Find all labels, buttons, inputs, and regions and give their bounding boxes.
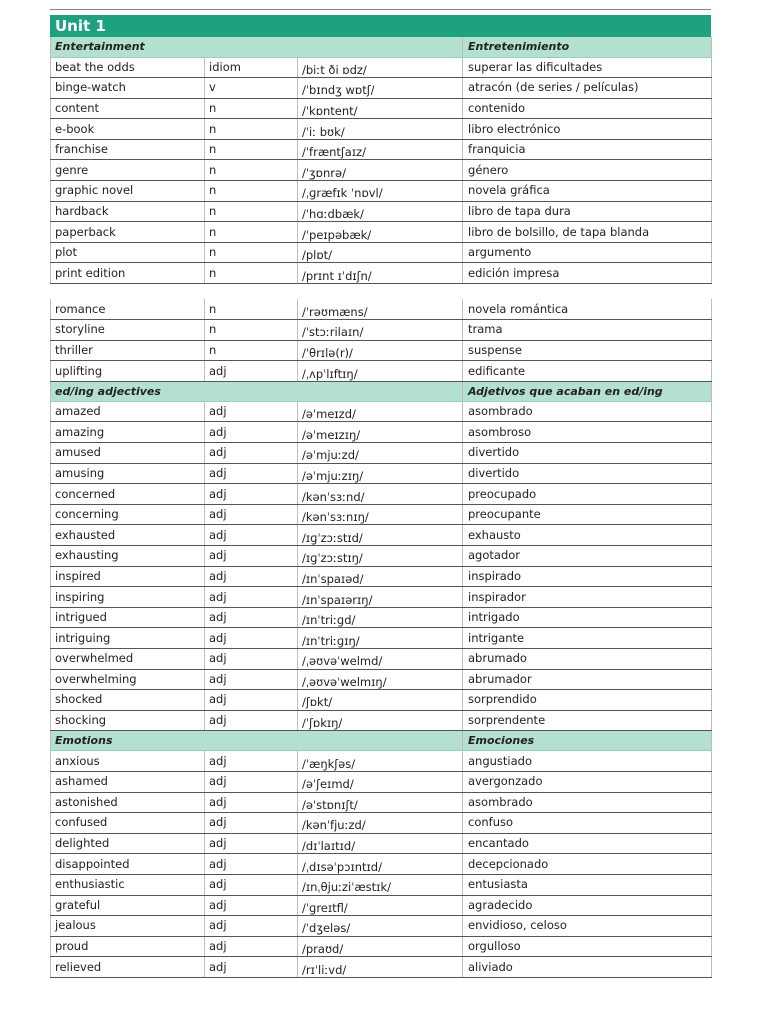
word-type: adj xyxy=(205,361,298,382)
word-type: adj xyxy=(205,792,298,813)
spanish-translation: preocupado xyxy=(463,484,712,505)
vocab-word: uplifting xyxy=(51,361,205,382)
word-type: adj xyxy=(205,463,298,484)
spanish-translation: libro de bolsillo, de tapa blanda xyxy=(463,222,712,243)
spanish-translation: edición impresa xyxy=(463,263,712,284)
pronunciation xyxy=(298,320,463,341)
spanish-translation: asombrado xyxy=(463,792,712,813)
vocab-row xyxy=(51,98,712,119)
spanish-translation: inspirador xyxy=(463,587,712,608)
spanish-translation: encantado xyxy=(463,833,712,854)
spanish-translation: género xyxy=(463,160,712,181)
vocab-row xyxy=(51,710,712,731)
vocab-row xyxy=(51,422,712,443)
vocab-word: ashamed xyxy=(51,771,205,792)
spanish-translation: sorprendido xyxy=(463,690,712,711)
vocab-row xyxy=(51,320,712,341)
pronunciation xyxy=(298,916,463,937)
pronunciation xyxy=(298,607,463,628)
vocab-table-bottom xyxy=(50,299,712,978)
word-type: n xyxy=(205,201,298,222)
word-type: adj xyxy=(205,874,298,895)
spanish-translation: libro de tapa dura xyxy=(463,201,712,222)
vocab-row xyxy=(51,340,712,361)
spanish-translation: angustiado xyxy=(463,751,712,772)
vocab-word: amazing xyxy=(51,422,205,443)
pronunciation-text: /kənˈsɜːnd/ xyxy=(302,489,365,504)
spanish-translation: entusiasta xyxy=(463,874,712,895)
pronunciation xyxy=(298,833,463,854)
pronunciation-text: /plɒt/ xyxy=(302,248,333,263)
vocab-word: franchise xyxy=(51,139,205,160)
spanish-translation: suspense xyxy=(463,340,712,361)
pronunciation xyxy=(298,854,463,875)
spanish-translation: abrumado xyxy=(463,649,712,670)
pronunciation-text: /ʃɒkt/ xyxy=(302,695,333,710)
spanish-translation: preocupante xyxy=(463,504,712,525)
spanish-translation: contenido xyxy=(463,98,712,119)
word-type: adj xyxy=(205,936,298,957)
section-heading-es: Emociones xyxy=(463,731,712,751)
pronunciation xyxy=(298,936,463,957)
word-type: adj xyxy=(205,401,298,422)
spanish-translation: libro electrónico xyxy=(463,119,712,140)
spanish-translation: avergonzado xyxy=(463,771,712,792)
vocab-word: content xyxy=(51,98,205,119)
pronunciation-text: /ˈæŋkʃəs/ xyxy=(302,756,356,771)
vocab-row xyxy=(51,160,712,181)
word-type: adj xyxy=(205,669,298,690)
vocab-word: amused xyxy=(51,443,205,464)
word-type: idiom xyxy=(205,57,298,78)
vocab-word: hardback xyxy=(51,201,205,222)
word-type: v xyxy=(205,78,298,99)
spanish-translation: decepcionado xyxy=(463,854,712,875)
vocab-word: exhausting xyxy=(51,546,205,567)
vocab-row xyxy=(51,242,712,263)
vocab-row xyxy=(51,401,712,422)
pronunciation xyxy=(298,546,463,567)
section-heading-en: Entertainment xyxy=(51,37,463,57)
pronunciation xyxy=(298,401,463,422)
vocab-row xyxy=(51,119,712,140)
vocab-word: graphic novel xyxy=(51,181,205,202)
word-type: adj xyxy=(205,587,298,608)
word-type: n xyxy=(205,263,298,284)
pronunciation-text: /əˈmeɪzɪŋ/ xyxy=(302,427,361,442)
section-header-row xyxy=(51,37,712,57)
vocab-row xyxy=(51,771,712,792)
pronunciation xyxy=(298,443,463,464)
pronunciation-text: /əˈmjuːzd/ xyxy=(302,448,359,463)
pronunciation xyxy=(298,874,463,895)
vocab-word: amazed xyxy=(51,401,205,422)
vocab-word: relieved xyxy=(51,957,205,978)
pronunciation-text: /ˌəʊvəˈwelmɪŋ/ xyxy=(302,674,387,689)
pronunciation xyxy=(298,957,463,978)
spanish-translation: atracón (de series / películas) xyxy=(463,78,712,99)
pronunciation-text: /kənˈsɜːnɪŋ/ xyxy=(302,510,369,525)
pronunciation xyxy=(298,242,463,263)
spanish-translation: envidioso, celoso xyxy=(463,916,712,937)
word-type: adj xyxy=(205,916,298,937)
pronunciation-text: /prɪnt ɪˈdɪʃn/ xyxy=(302,268,372,283)
word-type: adj xyxy=(205,628,298,649)
pronunciation-text: /ˈʒɒnrə/ xyxy=(302,165,346,180)
pronunciation-text: /ˈʃɒkɪŋ/ xyxy=(302,716,343,731)
spanish-translation: exhausto xyxy=(463,525,712,546)
vocab-row xyxy=(51,139,712,160)
vocab-word: binge-watch xyxy=(51,78,205,99)
pronunciation-text: /əˈmjuːzɪŋ/ xyxy=(302,468,364,483)
vocab-word: inspired xyxy=(51,566,205,587)
pronunciation-text: /ɪnˈtriːɡd/ xyxy=(302,613,356,628)
pronunciation xyxy=(298,669,463,690)
vocab-word: genre xyxy=(51,160,205,181)
word-type: adj xyxy=(205,957,298,978)
pronunciation-text: /biːt ði ɒdz/ xyxy=(302,62,367,77)
vocab-word: concerned xyxy=(51,484,205,505)
section-heading-en: Emotions xyxy=(51,731,463,751)
pronunciation-text: /ˈdʒeləs/ xyxy=(302,921,351,936)
pronunciation xyxy=(298,710,463,731)
pronunciation-text: /ˌɡræfɪk ˈnɒvl/ xyxy=(302,186,383,201)
vocab-word: proud xyxy=(51,936,205,957)
vocab-word: jealous xyxy=(51,916,205,937)
vocab-word: delighted xyxy=(51,833,205,854)
pronunciation-text: /dɪˈlaɪtɪd/ xyxy=(302,839,356,854)
pronunciation-text: /ɪnˈspaɪərɪŋ/ xyxy=(302,592,373,607)
word-type: n xyxy=(205,299,298,320)
word-type: adj xyxy=(205,607,298,628)
vocab-block-top xyxy=(50,15,711,284)
pronunciation xyxy=(298,181,463,202)
spanish-translation: divertido xyxy=(463,463,712,484)
vocab-word: inspiring xyxy=(51,587,205,608)
spanish-translation: asombrado xyxy=(463,401,712,422)
spanish-translation: superar las dificultades xyxy=(463,57,712,78)
pronunciation xyxy=(298,504,463,525)
pronunciation xyxy=(298,484,463,505)
pronunciation-text: /əˈstɒnɪʃt/ xyxy=(302,797,358,812)
pronunciation xyxy=(298,566,463,587)
pronunciation xyxy=(298,160,463,181)
pronunciation-text: /ˈpeɪpəbæk/ xyxy=(302,227,372,242)
word-type: adj xyxy=(205,771,298,792)
word-type: n xyxy=(205,98,298,119)
pronunciation-text: /kənˈfjuːzd/ xyxy=(302,818,366,833)
vocab-row xyxy=(51,484,712,505)
word-type: adj xyxy=(205,546,298,567)
section-heading-es: Adjetivos que acaban en ed/ing xyxy=(463,381,712,401)
vocab-row xyxy=(51,916,712,937)
vocab-word: thriller xyxy=(51,340,205,361)
pronunciation-text: /ˌʌpˈlɪftɪŋ/ xyxy=(302,366,358,381)
vocab-block-bottom xyxy=(50,299,711,978)
vocab-row xyxy=(51,299,712,320)
pronunciation xyxy=(298,771,463,792)
word-type: n xyxy=(205,119,298,140)
pronunciation xyxy=(298,895,463,916)
spanish-translation: franquicia xyxy=(463,139,712,160)
pronunciation-text: /ˈfræntʃaɪz/ xyxy=(302,145,366,160)
word-type: adj xyxy=(205,895,298,916)
vocab-row xyxy=(51,546,712,567)
vocab-word: print edition xyxy=(51,263,205,284)
vocab-row xyxy=(51,443,712,464)
pronunciation xyxy=(298,222,463,243)
pronunciation-text: /əˈʃeɪmd/ xyxy=(302,777,354,792)
top-rule xyxy=(50,9,711,10)
vocab-row xyxy=(51,936,712,957)
pronunciation-text: /ɪɡˈzɔːstɪŋ/ xyxy=(302,551,363,566)
pronunciation-text: /ˈbɪndʒ wɒtʃ/ xyxy=(302,83,375,98)
word-type: adj xyxy=(205,751,298,772)
vocab-word: paperback xyxy=(51,222,205,243)
pronunciation xyxy=(298,628,463,649)
spanish-translation: divertido xyxy=(463,443,712,464)
vocab-word: beat the odds xyxy=(51,57,205,78)
vocab-word: disappointed xyxy=(51,854,205,875)
vocab-word: intrigued xyxy=(51,607,205,628)
vocab-row xyxy=(51,854,712,875)
pronunciation-text: /ˈrəʊmæns/ xyxy=(302,304,368,319)
vocab-row xyxy=(51,463,712,484)
word-type: n xyxy=(205,181,298,202)
vocab-word: plot xyxy=(51,242,205,263)
pronunciation xyxy=(298,119,463,140)
vocab-row xyxy=(51,833,712,854)
pronunciation xyxy=(298,57,463,78)
pronunciation xyxy=(298,201,463,222)
unit-title: Unit 1 xyxy=(50,15,711,37)
pronunciation-text: /ˈstɔːrilaɪn/ xyxy=(302,325,364,340)
word-type: adj xyxy=(205,484,298,505)
section-header-row xyxy=(51,731,712,751)
word-type: adj xyxy=(205,813,298,834)
vocab-row xyxy=(51,813,712,834)
spanish-translation: intrigado xyxy=(463,607,712,628)
spanish-translation: agotador xyxy=(463,546,712,567)
spanish-translation: novela gráfica xyxy=(463,181,712,202)
word-type: adj xyxy=(205,710,298,731)
vocab-word: shocked xyxy=(51,690,205,711)
vocab-word: grateful xyxy=(51,895,205,916)
vocab-word: intriguing xyxy=(51,628,205,649)
pronunciation-text: /ˈkɒntent/ xyxy=(302,103,358,118)
pronunciation xyxy=(298,525,463,546)
vocab-row xyxy=(51,628,712,649)
pronunciation xyxy=(298,422,463,443)
vocab-word: shocking xyxy=(51,710,205,731)
vocab-row xyxy=(51,78,712,99)
word-type: n xyxy=(205,340,298,361)
vocab-word: anxious xyxy=(51,751,205,772)
word-type: adj xyxy=(205,443,298,464)
pronunciation-text: /ˈiː bʊk/ xyxy=(302,124,345,139)
spanish-translation: agradecido xyxy=(463,895,712,916)
vocab-row xyxy=(51,895,712,916)
pronunciation xyxy=(298,299,463,320)
pronunciation-text: /ɪnˌθjuːziˈæstɪk/ xyxy=(302,880,391,895)
word-type: n xyxy=(205,222,298,243)
word-type: adj xyxy=(205,649,298,670)
spanish-translation: inspirado xyxy=(463,566,712,587)
pronunciation xyxy=(298,98,463,119)
section-heading-es: Entretenimiento xyxy=(463,37,712,57)
pronunciation-text: /ɪnˈspaɪəd/ xyxy=(302,571,364,586)
pronunciation-text: /praʊd/ xyxy=(302,942,344,957)
vocab-word: overwhelming xyxy=(51,669,205,690)
vocab-row xyxy=(51,263,712,284)
word-type: n xyxy=(205,320,298,341)
pronunciation-text: /rɪˈliːvd/ xyxy=(302,962,347,977)
vocab-word: overwhelmed xyxy=(51,649,205,670)
vocab-word: amusing xyxy=(51,463,205,484)
word-type: adj xyxy=(205,422,298,443)
vocab-row xyxy=(51,525,712,546)
vocab-row xyxy=(51,751,712,772)
vocab-row xyxy=(51,587,712,608)
pronunciation xyxy=(298,792,463,813)
pronunciation-text: /əˈmeɪzd/ xyxy=(302,407,356,422)
pronunciation-text: /ˈɡreɪtfl/ xyxy=(302,900,348,915)
pronunciation xyxy=(298,263,463,284)
vocab-table-top xyxy=(50,37,712,284)
pronunciation xyxy=(298,78,463,99)
pronunciation xyxy=(298,340,463,361)
pronunciation xyxy=(298,587,463,608)
pronunciation-text: /ɪnˈtriːɡɪŋ/ xyxy=(302,633,360,648)
vocab-row xyxy=(51,669,712,690)
vocab-row xyxy=(51,792,712,813)
vocab-word: romance xyxy=(51,299,205,320)
word-type: adj xyxy=(205,854,298,875)
word-type: adj xyxy=(205,504,298,525)
vocab-row xyxy=(51,607,712,628)
vocab-row xyxy=(51,201,712,222)
vocab-row xyxy=(51,504,712,525)
section-header-row xyxy=(51,381,712,401)
vocab-row xyxy=(51,57,712,78)
spanish-translation: argumento xyxy=(463,242,712,263)
spanish-translation: sorprendente xyxy=(463,710,712,731)
word-type: adj xyxy=(205,833,298,854)
pronunciation xyxy=(298,813,463,834)
vocab-word: concerning xyxy=(51,504,205,525)
vocab-row xyxy=(51,874,712,895)
spanish-translation: asombroso xyxy=(463,422,712,443)
vocab-row xyxy=(51,181,712,202)
pronunciation-text: /ˈhɑːdbæk/ xyxy=(302,206,364,221)
vocab-word: exhausted xyxy=(51,525,205,546)
vocab-word: confused xyxy=(51,813,205,834)
pronunciation xyxy=(298,361,463,382)
pronunciation xyxy=(298,690,463,711)
word-type: n xyxy=(205,242,298,263)
vocab-word: storyline xyxy=(51,320,205,341)
vocab-word: e-book xyxy=(51,119,205,140)
spanish-translation: edificante xyxy=(463,361,712,382)
pronunciation-text: /ɪɡˈzɔːstɪd/ xyxy=(302,530,363,545)
pronunciation xyxy=(298,751,463,772)
word-type: adj xyxy=(205,525,298,546)
vocab-word: enthusiastic xyxy=(51,874,205,895)
vocab-row xyxy=(51,566,712,587)
spanish-translation: orgulloso xyxy=(463,936,712,957)
section-heading-en: ed/ing adjectives xyxy=(51,381,463,401)
spanish-translation: intrigante xyxy=(463,628,712,649)
word-type: adj xyxy=(205,566,298,587)
pronunciation-text: /ˌdɪsəˈpɔɪntɪd/ xyxy=(302,859,382,874)
pronunciation-text: /ˌəʊvəˈwelmd/ xyxy=(302,654,383,669)
pronunciation-text: /ˈθrɪlə(r)/ xyxy=(302,345,353,360)
vocab-row xyxy=(51,957,712,978)
spanish-translation: trama xyxy=(463,320,712,341)
word-type: adj xyxy=(205,690,298,711)
word-type: n xyxy=(205,160,298,181)
spanish-translation: abrumador xyxy=(463,669,712,690)
vocab-row xyxy=(51,690,712,711)
vocab-row xyxy=(51,361,712,382)
spanish-translation: aliviado xyxy=(463,957,712,978)
vocab-row xyxy=(51,222,712,243)
pronunciation xyxy=(298,463,463,484)
word-type: n xyxy=(205,139,298,160)
pronunciation xyxy=(298,139,463,160)
vocab-word: astonished xyxy=(51,792,205,813)
spanish-translation: confuso xyxy=(463,813,712,834)
pronunciation xyxy=(298,649,463,670)
spanish-translation: novela romántica xyxy=(463,299,712,320)
vocab-row xyxy=(51,649,712,670)
